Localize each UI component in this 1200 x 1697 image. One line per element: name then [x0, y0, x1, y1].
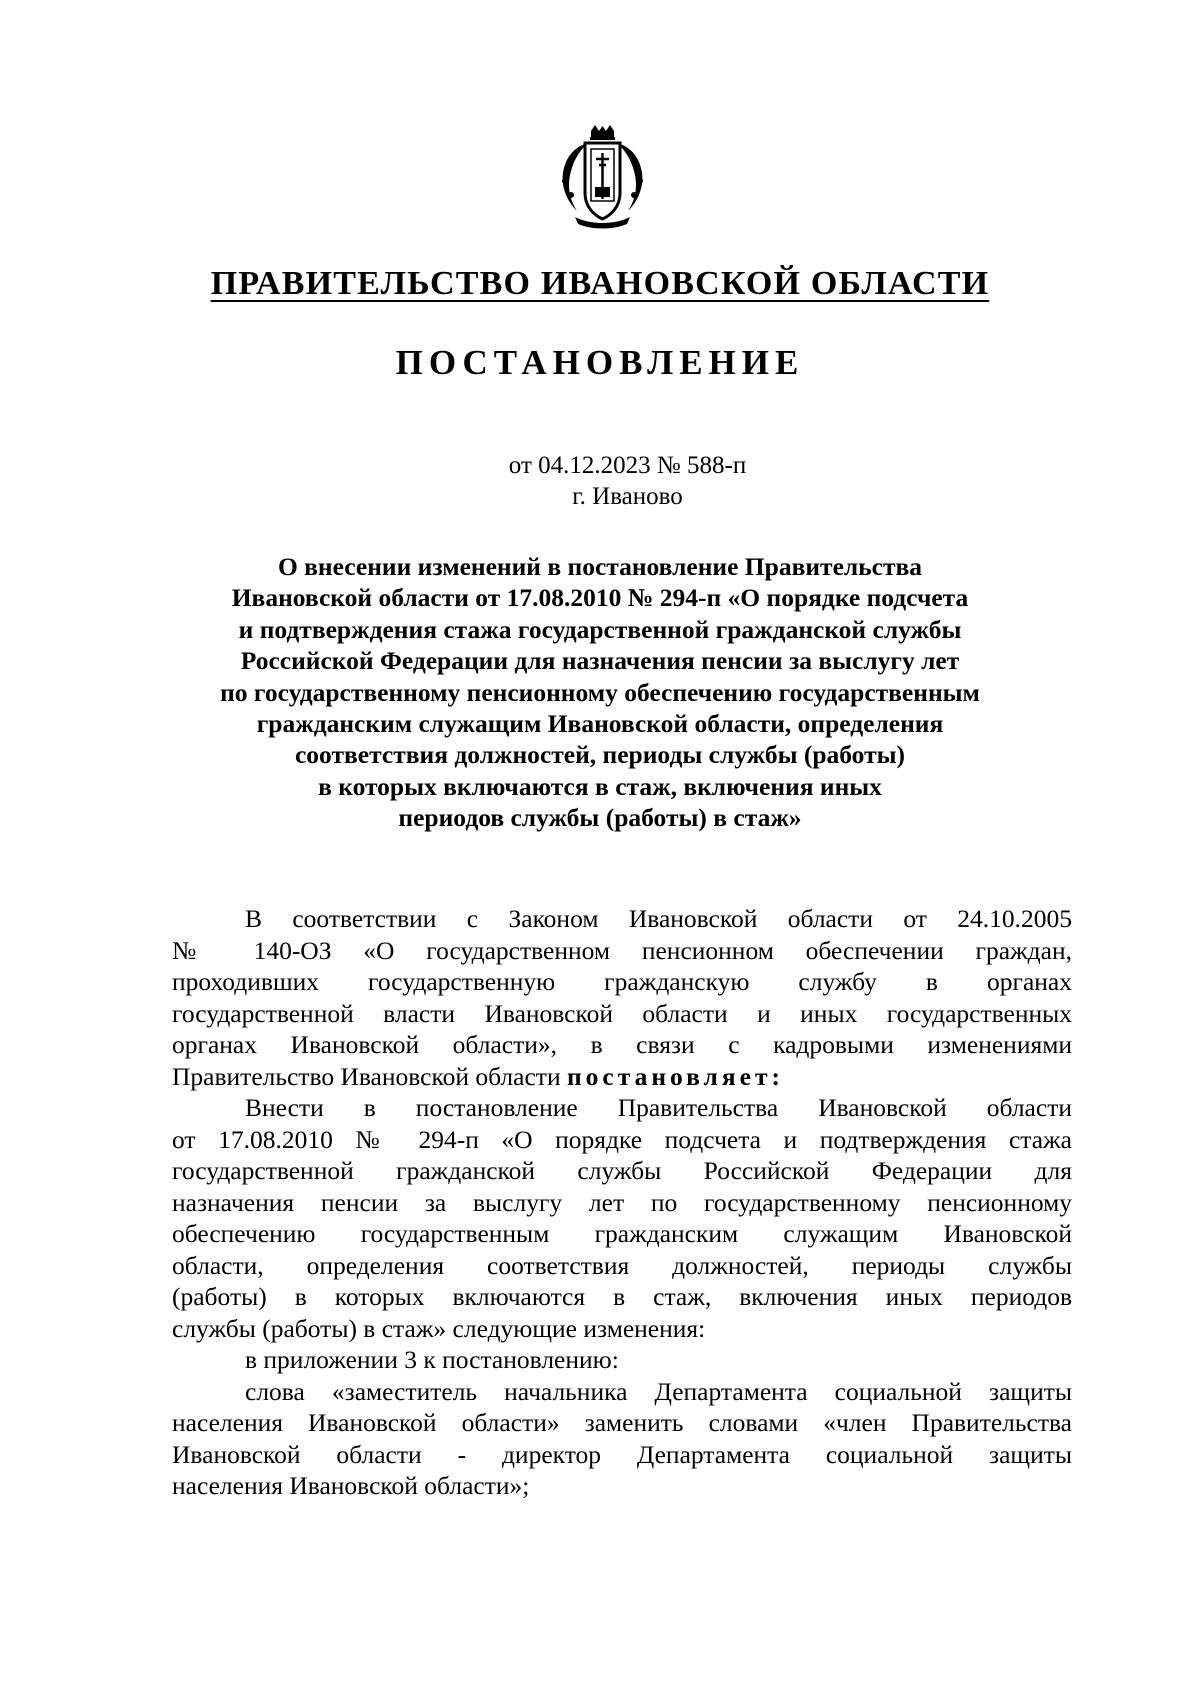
document-title	[0, 551, 1200, 834]
resolves-word: постановляет:	[566, 1061, 784, 1091]
document-body	[172, 903, 1072, 1502]
body-line: службы (работы) в стаж» следующие изменения:	[172, 1313, 706, 1343]
title-line: периодов службы (работы) в стаж»	[398, 803, 802, 833]
body-line: Ивановской области - директор Департамента социальной защиты	[172, 1439, 1072, 1469]
title-line: в которых включаются в стаж, включения иных	[318, 771, 882, 801]
title-line: Ивановской области от 17.08.2010 № 294-п «О порядке подсчета	[231, 583, 969, 613]
title-line: по государственному пенсионному обеспечению государственным	[220, 677, 980, 707]
title-line: Российской Федерации для назначения пенсии за выслугу лет	[240, 646, 960, 676]
body-line: № 140-ОЗ «О государственном пенсионном обеспечении граждан,	[172, 935, 1072, 965]
document-meta	[0, 450, 1200, 512]
title-line: гражданским служащим Ивановской области, определения	[256, 709, 944, 739]
body-text: Правительство Ивановской области	[172, 1061, 567, 1091]
body-line: проходивших государственную гражданскую службу в органах	[172, 967, 1072, 996]
body-line: населения Ивановской области» заменить словами «член Правительства	[172, 1408, 1072, 1437]
document-type: ПОСТАНОВЛЕНИЕ	[395, 343, 805, 382]
body-line: государственной власти Ивановской области и иных государственных	[172, 998, 1072, 1028]
body-line: В соответствии с Законом Ивановской области от 24.10.2005	[245, 904, 1072, 933]
body-line: области, определения соответствия должностей, периоды службы	[172, 1250, 1072, 1280]
body-line: государственной гражданской службы Российской Федерации для	[172, 1156, 1072, 1185]
coat-of-arms-icon	[555, 125, 650, 230]
organization-name: ПРАВИТЕЛЬСТВО ИВАНОВСКОЙ ОБЛАСТИ	[210, 265, 990, 302]
title-line: О внесении изменений в постановление Правительства	[277, 552, 923, 581]
title-line: соответствия должностей, периоды службы (работы)	[294, 740, 906, 770]
date-number: от 04.12.2023 № 588-п	[508, 452, 747, 479]
city: г. Иваново	[572, 483, 683, 510]
title-line: и подтверждения стажа государственной гражданской службы	[238, 614, 962, 644]
body-line: (работы) в которых включаются в стаж, включения иных периодов	[172, 1282, 1072, 1311]
body-line: от 17.08.2010 № 294-п «О порядке подсчета и подтверждения стажа	[172, 1124, 1072, 1154]
body-line: в приложении 3 к постановлению:	[245, 1345, 619, 1374]
body-line: Внести в постановление Правительства Ивановской области	[245, 1093, 1072, 1122]
body-line: населения Ивановской области»;	[172, 1471, 530, 1500]
body-line: назначения пенсии за выслугу лет по государственному пенсионному	[172, 1187, 1072, 1217]
body-line: слова «заместитель начальника Департамента социальной защиты	[245, 1376, 1072, 1406]
body-line: органах Ивановской области», в связи с кадровыми изменениями	[172, 1030, 1072, 1059]
body-line	[172, 1061, 1072, 1093]
body-line: обеспечению государственным гражданским служащим Ивановской	[172, 1219, 1072, 1248]
